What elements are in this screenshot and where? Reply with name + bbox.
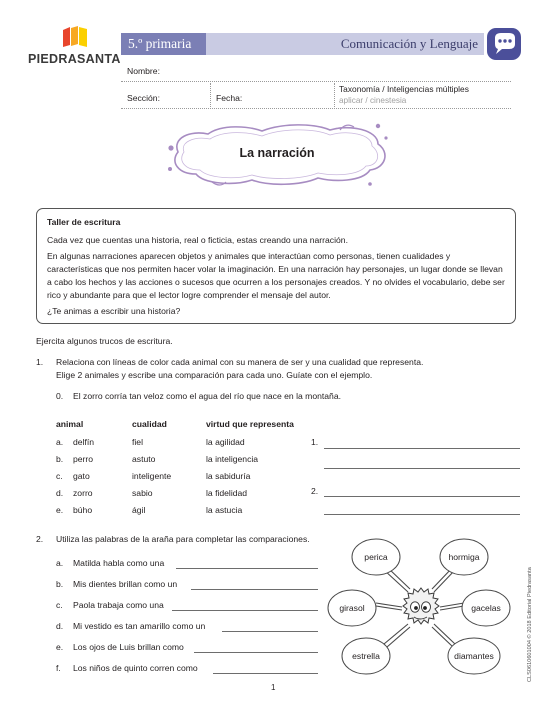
writing-workshop-box (36, 208, 516, 324)
piedrasanta-logo (28, 26, 126, 70)
book-logo-icon (62, 26, 88, 48)
section-label: Sección: (127, 93, 160, 103)
spider-icon (403, 588, 439, 624)
workshop-paragraph-1: Cada vez que cuentas una historia, real o ficticia, estas creando una narración. (47, 234, 348, 245)
row-letter: d. (56, 488, 64, 498)
workshop-paragraph-3: ¿Te animas a escribir una historia? (47, 305, 181, 316)
animal-quality[interactable]: fiel (132, 437, 143, 447)
item-text: Paola trabaja como una (73, 600, 164, 610)
item-letter: e. (56, 642, 64, 652)
example-number: 0. (56, 391, 64, 401)
item-answer-line[interactable] (172, 610, 318, 611)
animal-virtue[interactable]: la fidelidad (206, 488, 248, 498)
item-answer-line[interactable] (191, 589, 318, 590)
answer-1-line-1[interactable] (324, 448, 520, 449)
row-letter: a. (56, 437, 64, 447)
answer-2-line-1[interactable] (324, 496, 520, 497)
item-letter: a. (56, 558, 64, 568)
form-bottom-line (121, 108, 511, 109)
subject-label: Comunicación y Lenguaje (206, 33, 484, 55)
animal-virtue[interactable]: la agilidad (206, 437, 245, 447)
workshop-heading: Taller de escritura (47, 217, 121, 227)
item-letter: f. (56, 663, 61, 673)
animal-name[interactable]: delfín (73, 437, 95, 447)
spider-diagram (324, 536, 518, 678)
example-sentence: El zorro corría tan veloz como el agua del río que nace en la montaña. (73, 391, 341, 401)
exercise2-instruction: Utiliza las palabras de la araña para completar las comparaciones. (56, 534, 310, 544)
spider-word: diamantes (454, 651, 494, 661)
exercise1-instruction-2: Elige 2 animales y escribe una comparación para cada uno. Guíate con el ejemplo. (56, 370, 373, 380)
item-text: Mi vestido es tan amarillo como un (73, 621, 206, 631)
publication-code: CLS0610601004 © 2018 Editorial Piedrasanta (527, 567, 533, 682)
spider-word: girasol (339, 603, 365, 613)
animal-quality[interactable]: astuto (132, 454, 156, 464)
taxonomy-label: Taxonomía / Inteligencias múltiples (339, 84, 469, 94)
date-separator (334, 83, 335, 109)
row-letter: e. (56, 505, 64, 515)
name-field[interactable] (121, 81, 511, 82)
item-letter: b. (56, 579, 64, 589)
brand-name: PIEDRASANTA (28, 52, 121, 66)
animal-virtue[interactable]: la inteligencia (206, 454, 259, 464)
spider-word: estrella (352, 651, 380, 661)
header-animal: animal (56, 419, 84, 429)
page-number: 1 (271, 683, 276, 692)
header-quality: cualidad (132, 419, 167, 429)
grade-label: 5.º primaria (121, 33, 206, 55)
speech-bubble-icon (484, 24, 524, 64)
item-answer-line[interactable] (213, 673, 318, 674)
animal-name[interactable]: búho (73, 505, 93, 515)
animal-quality[interactable]: inteligente (132, 471, 172, 481)
animal-virtue[interactable]: la astucia (206, 505, 243, 515)
animal-name[interactable]: gato (73, 471, 90, 481)
animal-virtue[interactable]: la sabiduría (206, 471, 251, 481)
animal-quality[interactable]: ágil (132, 505, 146, 515)
section-separator (210, 83, 211, 109)
item-answer-line[interactable] (222, 631, 318, 632)
animal-name[interactable]: zorro (73, 488, 93, 498)
spider-word: gacelas (471, 603, 501, 613)
animal-quality[interactable]: sabio (132, 488, 153, 498)
animal-name[interactable]: perro (73, 454, 94, 464)
row-letter: b. (56, 454, 64, 464)
page-title: La narración (239, 146, 315, 160)
spider-word: hormiga (448, 552, 480, 562)
answer-2-number: 2. (311, 486, 319, 496)
row-letter: c. (56, 471, 63, 481)
item-letter: d. (56, 621, 64, 631)
item-letter: c. (56, 600, 63, 610)
item-text: Matilda habla como una (73, 558, 165, 568)
item-text: Mis dientes brillan como un (73, 579, 178, 589)
exercise1-number: 1. (36, 357, 44, 367)
answer-1-line-2[interactable] (324, 468, 520, 469)
item-answer-line[interactable] (194, 652, 318, 653)
taxonomy-value: aplicar / cinestesia (339, 96, 407, 105)
answer-2-line-2[interactable] (324, 514, 520, 515)
exercise2-number: 2. (36, 534, 44, 544)
name-label: Nombre: (127, 66, 160, 76)
item-answer-line[interactable] (176, 568, 318, 569)
intro-text: Ejercita algunos trucos de escritura. (36, 336, 173, 346)
exercise1-instruction-1: Relaciona con líneas de color cada animal con su manera de ser y una cualidad que representa. (56, 357, 424, 367)
item-text: Los ojos de Luis brillan como (73, 642, 184, 652)
workshop-paragraph-2: En algunas narraciones aparecen objetos y animales que interactúan como personas, tienen cualidades y características que nos permiten hacer volar la imaginación. En una narración hay personajes, un lugar donde se llevan a cabo los hechos y las acciones o sucesos que ocurren a los personajes creados. Y no olvides el vocabulario, debe ser rico y abundante para que el lector logre comprender el mensaje del autor. (47, 250, 505, 300)
item-text: Los niños de quinto corren como (73, 663, 198, 673)
answer-1-number: 1. (311, 437, 319, 447)
date-label: Fecha: (216, 93, 243, 103)
header-virtue: virtud que representa (206, 419, 294, 429)
spider-word: perica (364, 552, 388, 562)
